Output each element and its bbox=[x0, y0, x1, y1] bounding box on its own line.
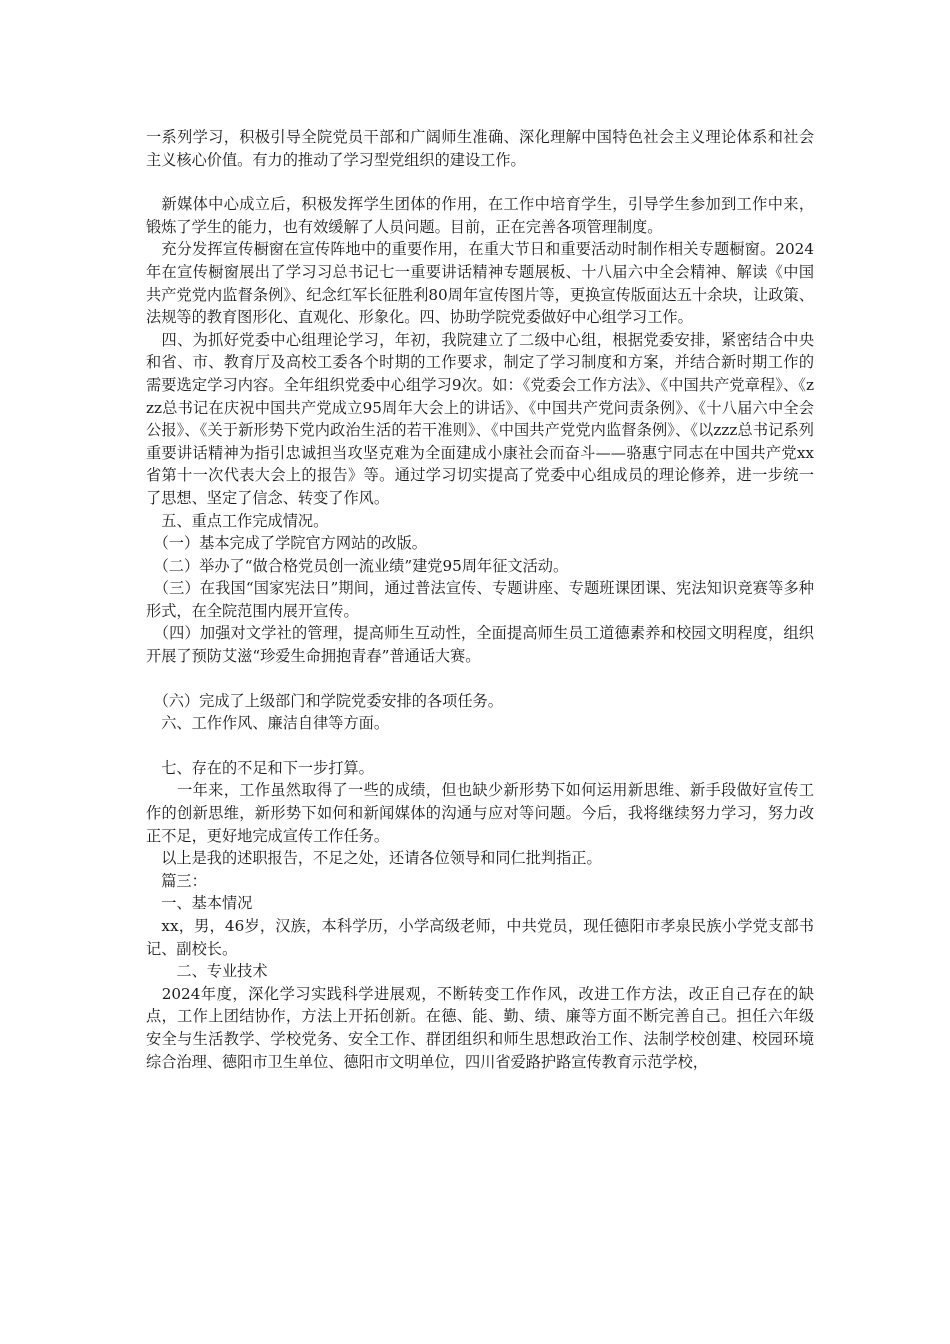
list-item-1: （一）基本完成了学院官方网站的改版。 bbox=[146, 534, 427, 553]
list-item-3: （三）在我国“国家宪法日”期间，通过普法宣传、专题讲座、专题班课团课、宪法知识竞赛等多种形式，在全院范围内展开宣传。 bbox=[146, 579, 814, 620]
list-item-4: （四）加强对文学社的管理，提高师生互动性，全面提高师生员工道德素养和校园文明程度，组织开展了预防艾滋“珍爱生命拥抱青春”普通话大赛。 bbox=[146, 624, 814, 666]
blank-line bbox=[146, 171, 814, 193]
heading-basic-info: 一、基本情况 bbox=[146, 894, 253, 913]
heading-section-five: 五、重点工作完成情况。 bbox=[146, 511, 329, 530]
blank-line bbox=[146, 735, 814, 757]
paragraph-shortcomings: 一年来，工作虽然取得了一些的成绩，但也缺少新形势下如何运用新思维、新手段做好宣传工作的创新思维，新形势下如何和新闻媒体的沟通与应对等问题。今后，我将继续努力学习，努力改正不足，更好地完成宣传工作任务。 bbox=[146, 781, 814, 845]
heading-part-three: 篇三： bbox=[146, 871, 207, 890]
paragraph-new-media: 新媒体中心成立后，积极发挥学生团体的作用，在工作中培育学生，引导学生参加到工作中来，锻炼了学生的能力，也有效缓解了人员问题。目前，正在完善各项管理制度。 bbox=[146, 195, 814, 236]
paragraph-1: 一系列学习，积极引导全院党员干部和广阔师生准确、深化理解中国特色社会主义理论体系和社会主义核心价值。有力的推动了学习型党组织的建设工作。 bbox=[146, 128, 814, 169]
paragraph-closing: 以上是我的述职报告，不足之处，还请各位领导和同仁批判指正。 bbox=[146, 849, 602, 868]
paragraph-basic-info: xx，男，46岁，汉族，本科学历，小学高级老师，中共党员，现任德阳市孝泉民族小学党支部书记、副校长。 bbox=[146, 917, 814, 958]
paragraph-showcase: 充分发挥宣传橱窗在宣传阵地中的重要作用，在重大节日和重要活动时制作相关专题橱窗。2024年在宣传橱窗展出了学习习总书记七一重要讲话精神专题展板、十八届六中全会精神、解读《中国共产党党内监督条例》、纪念红军长征胜利80周年宣传图片等，更换宣传版面达五十余块，让政策、法规等的教育图形化、直观化、形象化。四、协助学院党委做好中心组学习工作。 bbox=[146, 240, 814, 327]
document-body bbox=[146, 126, 814, 1073]
list-item-2: （二）举办了“做合格党员创一流业绩”建党95周年征文活动。 bbox=[146, 556, 569, 575]
paragraph-professional: 2024年度，深化学习实践科学进展观，不断转变工作作风，改进工作方法，改正自己存在的缺点，工作上团结协作，方法上开拓创新。在德、能、勤、绩、廉等方面不断完善自己。担任六年级安全与生活教学、学校党务、安全工作、群团组织和师生思想政治工作、法制学校创建、校园环境综合治理、德阳市卫生单位、德阳市文明单位，四川省爱路护路宣传教育示范学校， bbox=[146, 984, 814, 1071]
heading-professional: 二、专业技术 bbox=[146, 962, 268, 981]
heading-section-seven: 七、存在的不足和下一步打算。 bbox=[146, 758, 374, 777]
blank-line bbox=[146, 668, 814, 690]
heading-section-six: 六、工作作风、廉洁自律等方面。 bbox=[146, 714, 389, 733]
paragraph-section-four: 四、为抓好党委中心组理论学习，年初，我院建立了二级中心组，根据党委安排，紧密结合中央和省、市、教育厅及高校工委各个时期的工作要求，制定了学习制度和方案，并结合新时期工作的需要选定学习内容。全年组织党委中心组学习9次。如：《党委会工作方法》、《中国共产党章程》、《zzz总书记在庆祝中国共产党成立95周年大会上的讲话》、《中国共产党问责条例》、《十八届六中全会公报》、《关于新形势下党内政治生活的若干准则》、《中国共产党党内监督条例》、《以zzz总书记系列重要讲话精神为指引忠诚担当攻坚克难为全面建成小康社会而奋斗——骆惠宁同志在中国共产党xx省第十一次代表大会上的报告》等。通过学习切实提高了党委中心组成员的理论修养，进一步统一了思想、坚定了信念、转变了作风。 bbox=[146, 330, 814, 507]
list-item-6: （六）完成了上级部门和学院党委安排的各项任务。 bbox=[146, 691, 503, 710]
